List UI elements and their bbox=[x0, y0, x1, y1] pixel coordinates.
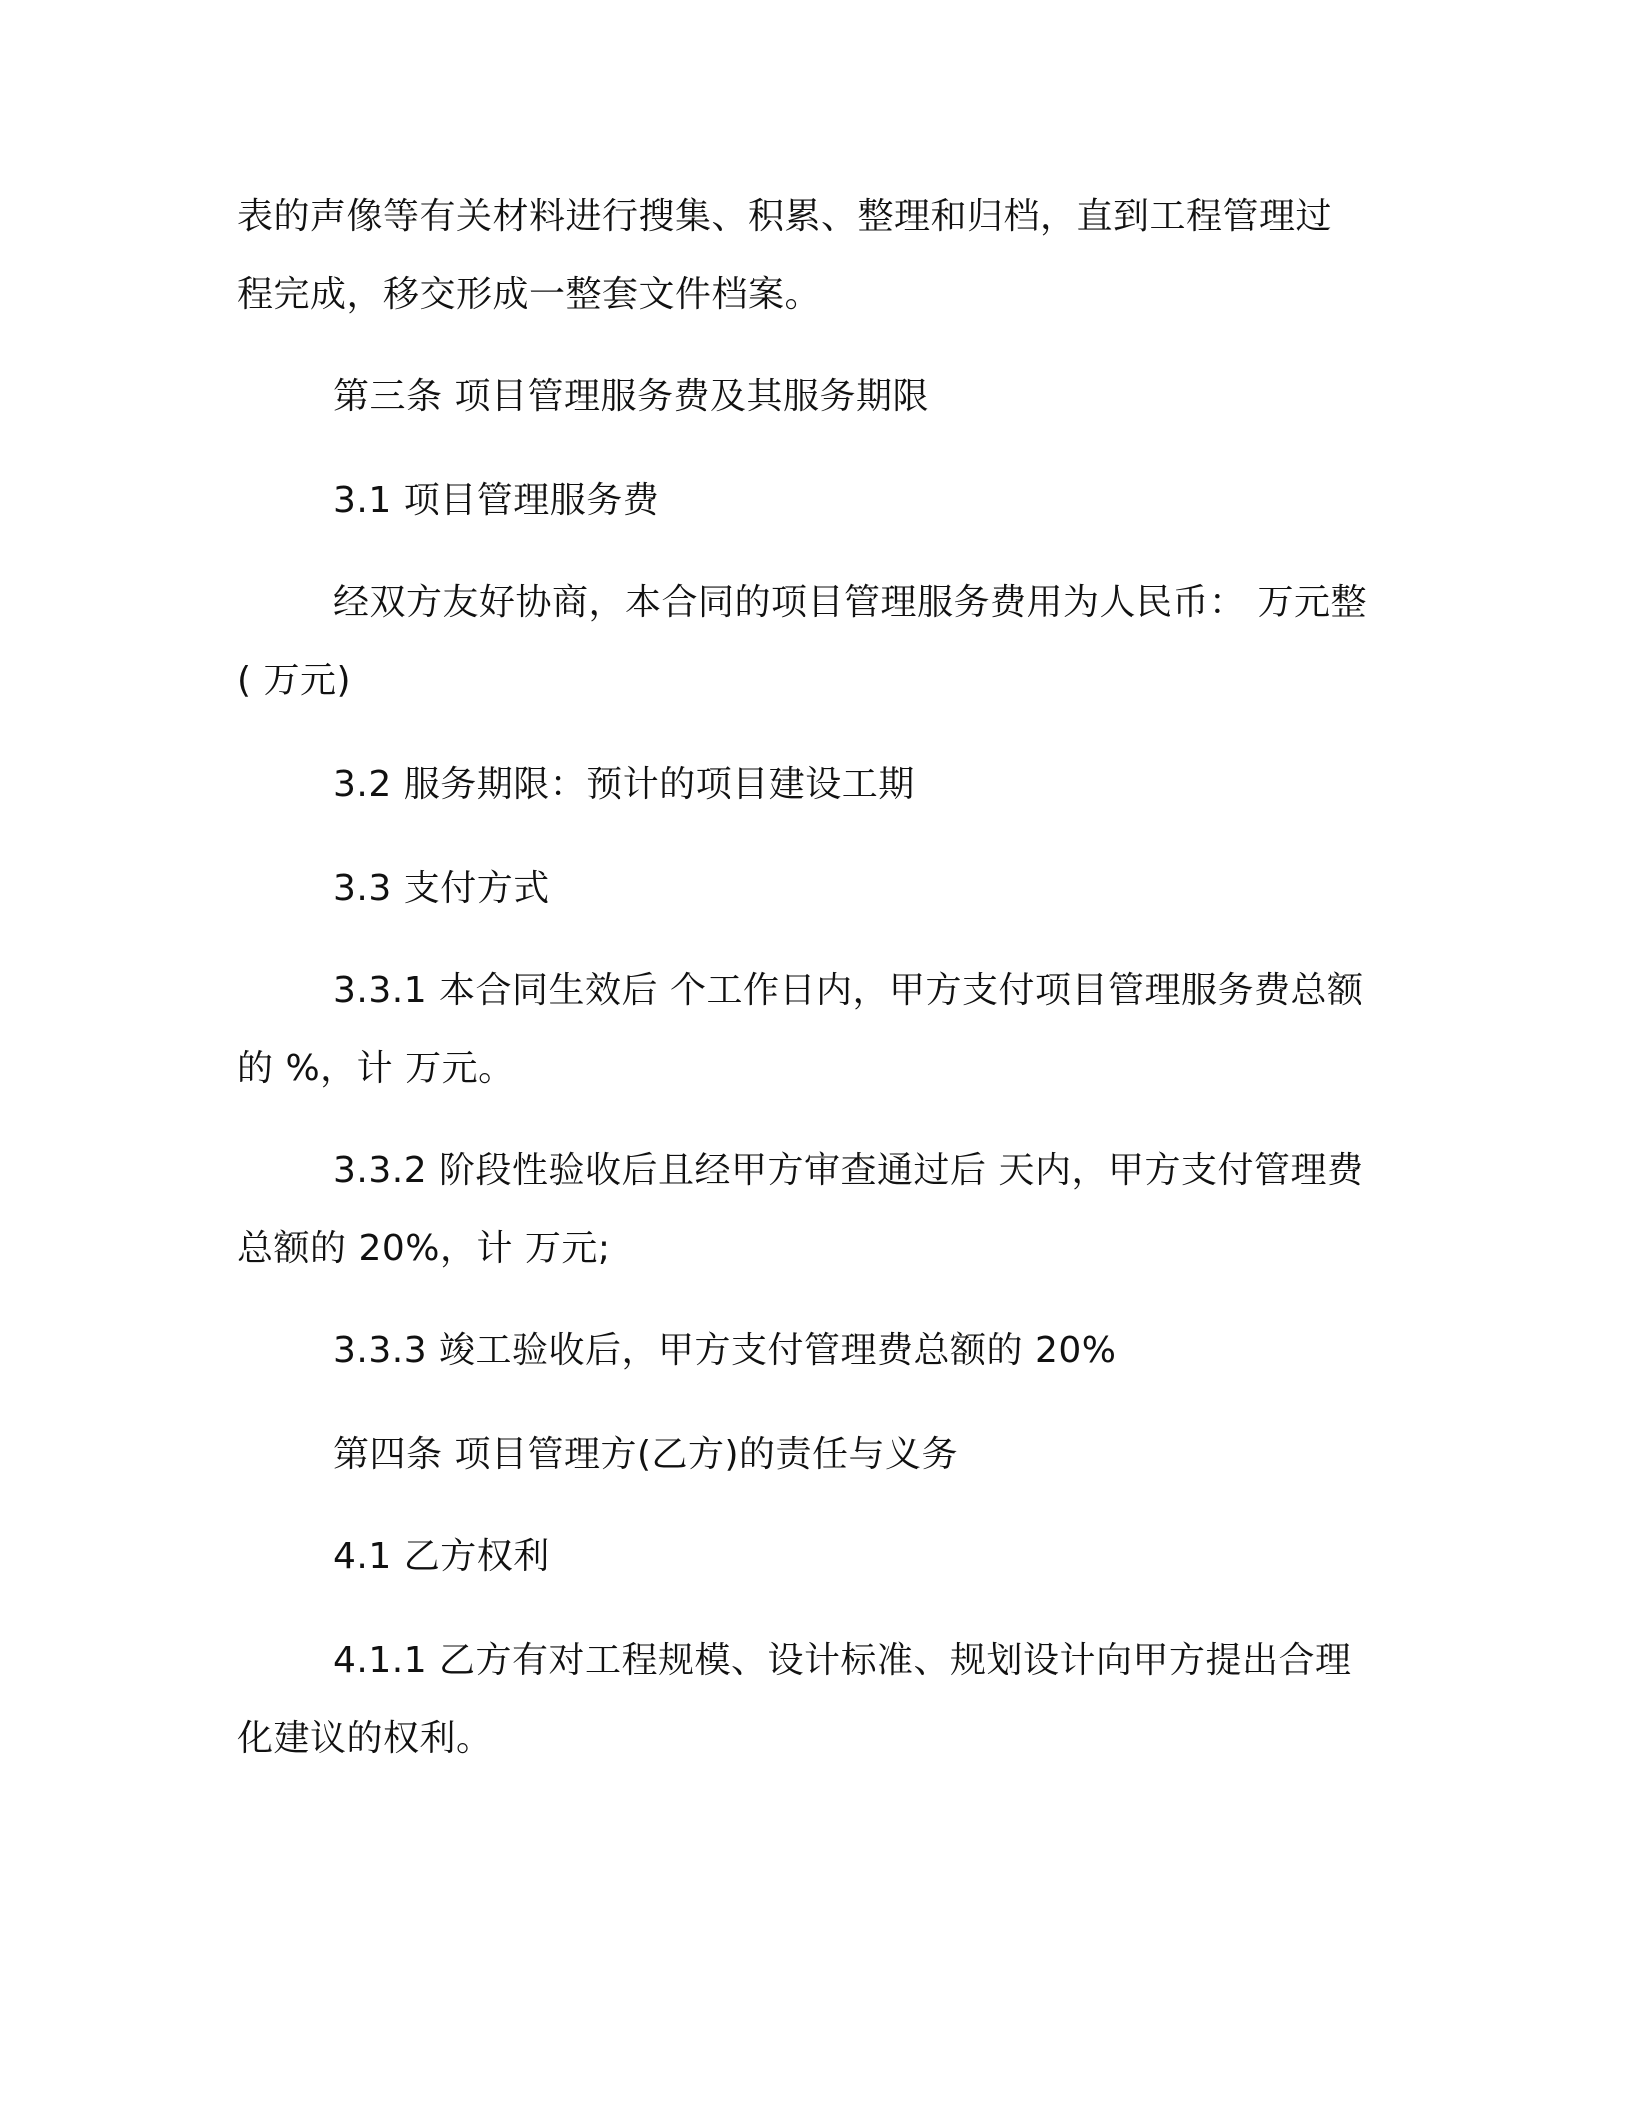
text-line: 程完成，移交形成一整套文件档案。 bbox=[237, 274, 822, 315]
text-line: 总额的 20%，计 万元; bbox=[237, 1228, 611, 1269]
text-line: 第三条 项目管理服务费及其服务期限 bbox=[333, 376, 929, 417]
section-3-3-2 bbox=[237, 1132, 1387, 1288]
text-line: ( 万元) bbox=[237, 660, 352, 701]
section-3-3-heading bbox=[237, 850, 1387, 928]
text-line: 3.3.3 竣工验收后，甲方支付管理费总额的 20% bbox=[333, 1330, 1117, 1371]
section-3-3-1 bbox=[237, 952, 1387, 1108]
text-line: 3.1 项目管理服务费 bbox=[333, 480, 660, 521]
text-line: 4.1.1 乙方有对工程规模、设计标准、规划设计向甲方提出合理 bbox=[333, 1640, 1352, 1681]
section-3-1-heading bbox=[237, 462, 1387, 540]
paragraph-continuation bbox=[237, 178, 1387, 334]
text-line: 3.3.1 本合同生效后 个工作日内，甲方支付项目管理服务费总额 bbox=[333, 970, 1364, 1011]
text-line: 化建议的权利。 bbox=[237, 1718, 493, 1759]
text-line: 3.3 支付方式 bbox=[333, 868, 550, 909]
text-line: 第四条 项目管理方(乙方)的责任与义务 bbox=[333, 1434, 959, 1475]
article-4-heading bbox=[237, 1416, 1387, 1494]
text-line: 4.1 乙方权利 bbox=[333, 1536, 550, 1577]
text-line: 3.3.2 阶段性验收后且经甲方审查通过后 天内，甲方支付管理费 bbox=[333, 1150, 1364, 1191]
paragraph-fee-amount bbox=[237, 564, 1387, 720]
section-3-2 bbox=[237, 746, 1387, 824]
text-line: 经双方友好协商，本合同的项目管理服务费用为人民币： 万元整 bbox=[333, 582, 1367, 623]
article-3-heading bbox=[237, 358, 1387, 436]
section-4-1-1 bbox=[237, 1622, 1387, 1778]
text-line: 的 %，计 万元。 bbox=[237, 1048, 515, 1089]
section-3-3-3 bbox=[237, 1312, 1387, 1390]
text-line: 表的声像等有关材料进行搜集、积累、整理和归档，直到工程管理过 bbox=[237, 196, 1333, 237]
text-line: 3.2 服务期限：预计的项目建设工期 bbox=[333, 764, 915, 805]
section-4-1-heading bbox=[237, 1518, 1387, 1596]
